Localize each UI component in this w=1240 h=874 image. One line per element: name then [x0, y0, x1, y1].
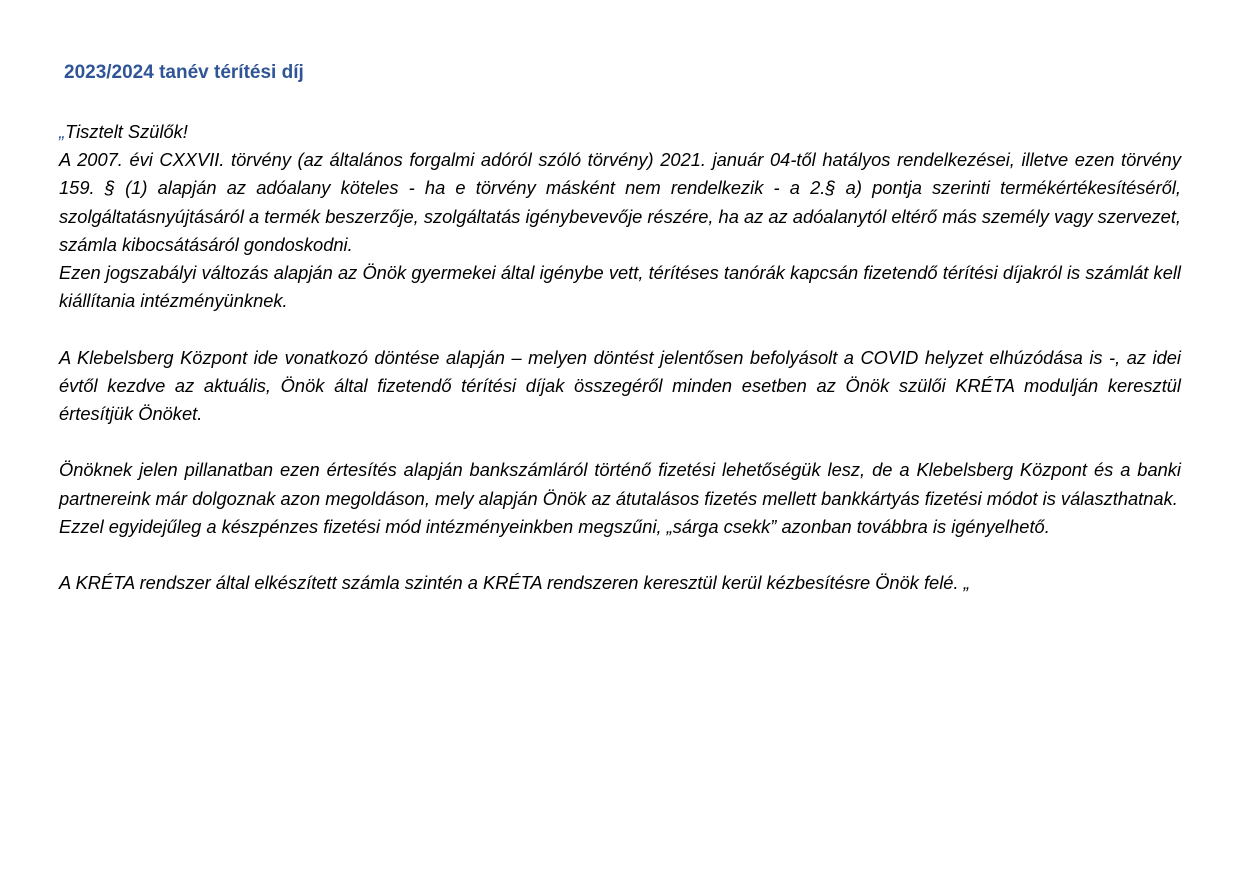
greeting-line: [59, 118, 1181, 146]
paragraph-gap: [59, 315, 1181, 343]
paragraph-invoice-delivery: A KRÉTA rendszer által elkészített számla szintén a KRÉTA rendszeren keresztül kerül kézbesítésre Önök felé. „: [59, 572, 970, 594]
letter-body: [59, 118, 1181, 597]
greeting: Tisztelt Szülők!: [65, 121, 188, 142]
document-title: 2023/2024 tanév térítési díj: [64, 62, 304, 83]
paragraph-payment-options: Önöknek jelen pillanatban ezen értesítés alapján bankszámláról történő fizetési lehetőségük lesz, de a Klebelsberg Központ és a banki partnereink már dolgoznak azon megoldáson, mely alapján Önök az átutalásos fizetés mellett bankkártyás fizetési módot is választhatnak.: [59, 459, 1181, 509]
paragraph-vat-law: A 2007. évi CXXVII. törvény (az általános forgalmi adóról szóló törvény) 2021. január 04-től hatályos rendelkezései, illetve ezen törvény 159. § (1) alapján az adóalany köteles - ha e törvény másként nem rendelkezik - a 2.§ a) pontja szerinti termékértékesítéséről, szolgáltatásnyújtásáról a termék beszerzője, szolgáltatás igénybevevője részére, ha az az adóalanytól eltérő más személy vagy szervezet, számla kibocsátásáról gondoskodni.: [59, 149, 1181, 255]
paragraph-gap: [59, 428, 1181, 456]
opening-quote: „: [59, 121, 66, 142]
paragraph-cash-discontinued: Ezzel egyidejűleg a készpénzes fizetési mód intézményeinkben megszűni, „sárga csekk” azonban továbbra is igényelhető.: [59, 515, 1050, 537]
paragraph-gap: [59, 541, 1181, 569]
paragraph-invoice-requirement: Ezen jogszabályi változás alapján az Önök gyermekei által igénybe vett, térítéses tanórák kapcsán fizetendő térítési díjakról is számlát kell kiállítania intézményünknek.: [59, 262, 1181, 312]
paragraph-kreta-notification: A Klebelsberg Központ ide vonatkozó döntése alapján – melyen döntést jelentősen befolyásolt a COVID helyzet elhúzódása is -, az idei évtől kezdve az aktuális, Önök által fizetendő térítési díjak összegéről minden esetben az Önök szülői KRÉTA modulján keresztül értesítjük Önöket.: [59, 346, 1181, 425]
